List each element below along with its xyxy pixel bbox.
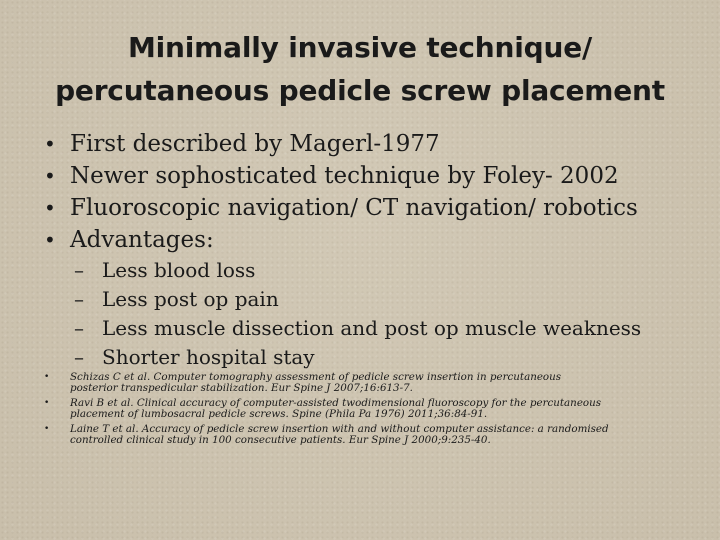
sub-bullet-item	[44, 314, 641, 343]
dash-marker: –	[74, 316, 84, 340]
reference-line: Laine T et al. Accuracy of pedicle screw insertion with and without computer assistance: a randomised	[70, 423, 609, 435]
reference-line: controlled clinical study in 100 consecutive patients. Eur Spine J 2000;9:235-40.	[70, 433, 491, 446]
title-line-1: Minimally invasive technique/	[127, 31, 593, 64]
bullet-item	[44, 160, 641, 192]
dash-marker: –	[74, 345, 84, 369]
reference-line: Schizas C et al. Computer tomography assessment of pedicle screw insertion in percutaneous	[70, 371, 562, 383]
bullet-text: Fluoroscopic navigation/ CT navigation/ robotics	[70, 195, 638, 221]
sub-bullet-item	[44, 343, 641, 372]
reference-item	[44, 372, 694, 393]
sub-bullet-text: Shorter hospital stay	[102, 345, 315, 369]
sub-bullet-text: Less post op pain	[102, 287, 279, 311]
reference-line: Ravi B et al. Clinical accuracy of computer-assisted twodimensional fluoroscopy for the percutaneous	[70, 397, 602, 409]
dash-marker: –	[74, 258, 84, 282]
bullet-marker: •	[44, 228, 56, 252]
reference-line: posterior transpedicular stabilization. Eur Spine J 2007;16:613-7.	[70, 381, 413, 394]
dash-marker: –	[74, 287, 84, 311]
reference-line: placement of lumbosacral pedicle screws. Spine (Phila Pa 1976) 2011;36:84-91.	[70, 407, 488, 420]
bullet-marker: •	[44, 196, 56, 220]
sub-bullet-text: Less muscle dissection and post op muscle weakness	[102, 316, 642, 340]
sub-bullet-item	[44, 256, 641, 285]
sub-bullet-text: Less blood loss	[102, 258, 256, 282]
bullet-item	[44, 224, 641, 256]
reference-item	[44, 398, 694, 419]
bullet-marker: •	[44, 424, 50, 434]
reference-list	[44, 372, 694, 450]
bullet-text: Advantages:	[70, 227, 214, 253]
bullet-item	[44, 192, 641, 224]
bullet-marker: •	[44, 164, 56, 188]
bullet-item	[44, 128, 641, 160]
title-line-2: percutaneous pedicle screw placement	[55, 74, 665, 107]
bullet-marker: •	[44, 398, 50, 408]
bullet-text: First described by Magerl-1977	[70, 131, 440, 157]
bullet-marker: •	[44, 372, 50, 382]
bullet-text: Newer sophosticated technique by Foley- 2002	[70, 163, 619, 189]
slide-title	[20, 26, 700, 112]
bullet-marker: •	[44, 132, 56, 156]
bullet-list	[44, 128, 641, 372]
sub-bullet-item	[44, 285, 641, 314]
reference-item	[44, 424, 694, 445]
